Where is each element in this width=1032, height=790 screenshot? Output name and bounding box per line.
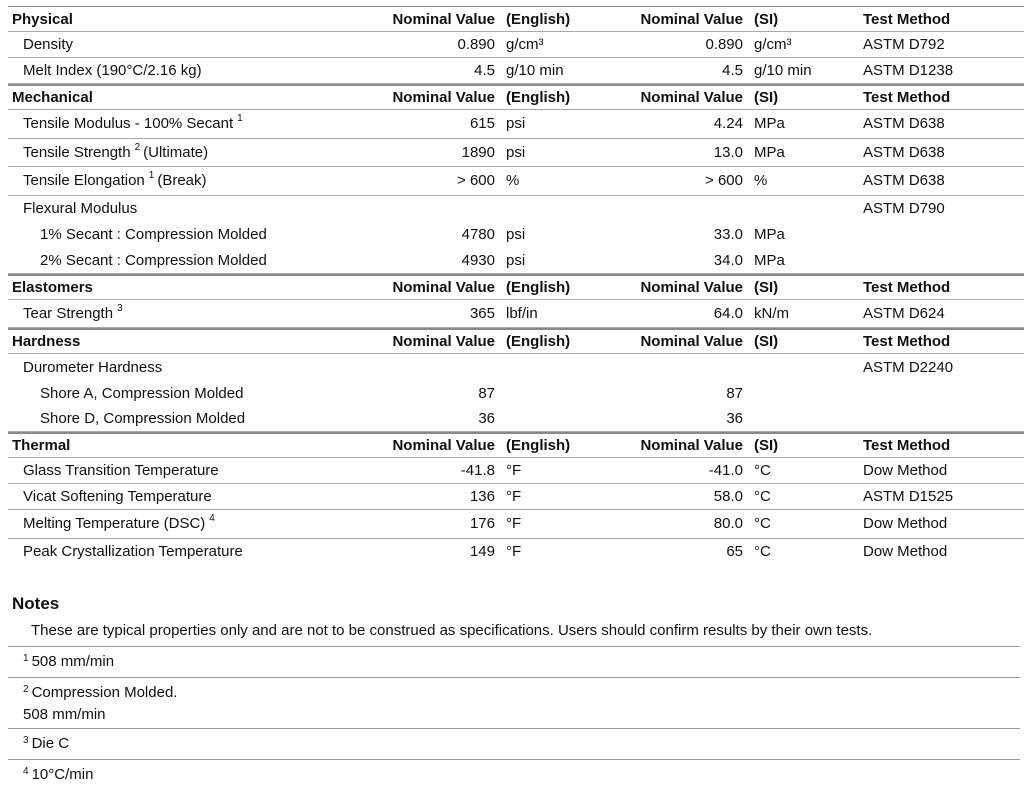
test-method: ASTM D790 (863, 200, 945, 217)
value-english: 4.5 (474, 62, 495, 79)
notes-title: Notes (12, 594, 60, 613)
property-name: Density (23, 36, 74, 53)
property-label (40, 406, 245, 431)
note-item (8, 677, 1020, 728)
unit-si: MPa (754, 143, 785, 161)
property-label (23, 539, 243, 565)
property-name: Flexural Modulus (23, 200, 138, 217)
value-si: 80.0 (713, 515, 743, 533)
property-name: Tensile Modulus - 100% Secant (23, 115, 234, 133)
footnote-ref: 1 (237, 113, 243, 125)
header-nominal-english: Nominal Value (392, 437, 495, 454)
unit-english: psi (506, 115, 526, 133)
unit-si: MPa (754, 251, 785, 269)
property-qualifier: (Ultimate) (143, 143, 209, 161)
test-method: ASTM D638 (863, 172, 945, 190)
header-unit-si: (SI) (754, 278, 779, 296)
note-text: 508 mm/min (23, 706, 106, 723)
unit-si: °C (754, 543, 771, 560)
test-method: Dow Method (863, 543, 948, 560)
unit-si: MPa (754, 115, 785, 133)
value-english: > 600 (457, 172, 495, 190)
header-unit-english: (English) (506, 10, 571, 28)
property-row (8, 406, 1024, 432)
value-english: 87 (478, 384, 495, 402)
property-row (8, 380, 1024, 406)
header-unit-english: (English) (506, 89, 571, 106)
section-header-hardness (8, 328, 1024, 354)
unit-si: °C (754, 462, 771, 479)
property-label (40, 380, 243, 406)
value-english: -41.8 (460, 462, 495, 479)
header-test-method: Test Method (863, 89, 951, 106)
property-row (8, 167, 1024, 196)
note-item (8, 728, 1020, 759)
notes-intro: These are typical properties only and are not to be construed as specifications. Users should confirm results by their own tests. (31, 622, 873, 639)
property-label (23, 32, 73, 57)
property-row (8, 354, 1024, 380)
value-si: 64.0 (713, 304, 743, 322)
value-si: 4.24 (713, 115, 743, 133)
note-item (8, 646, 1020, 677)
header-nominal-english: Nominal Value (392, 10, 495, 28)
note-text: Compression Molded. (31, 684, 178, 701)
note-number: 1 (23, 653, 29, 664)
header-unit-english: (English) (506, 278, 571, 296)
header-test-method: Test Method (863, 333, 951, 350)
property-label (23, 458, 219, 483)
property-label (40, 248, 267, 273)
property-name: Tensile Strength (23, 143, 131, 161)
footnote-ref: 2 (134, 141, 141, 153)
test-method: ASTM D624 (863, 304, 945, 322)
notes-list (8, 646, 1020, 790)
value-si: 65 (726, 543, 743, 560)
unit-si: °C (754, 515, 771, 533)
property-row (8, 196, 1024, 222)
footnote-ref: 3 (117, 302, 123, 314)
unit-english: °F (506, 488, 522, 505)
test-method: ASTM D638 (863, 143, 945, 161)
value-english: 149 (469, 543, 495, 560)
header-nominal-english: Nominal Value (392, 89, 495, 106)
property-name: Peak Crystallization Temperature (23, 543, 243, 560)
section-header-thermal (8, 432, 1024, 458)
value-english: 176 (469, 515, 495, 533)
header-nominal-si: Nominal Value (640, 333, 743, 350)
unit-english: psi (506, 251, 526, 269)
property-row (8, 110, 1024, 139)
header-unit-si: (SI) (754, 10, 779, 28)
header-unit-si: (SI) (754, 89, 779, 106)
header-unit-si: (SI) (754, 333, 779, 350)
header-nominal-si: Nominal Value (640, 278, 743, 296)
header-test-method: Test Method (863, 437, 951, 454)
header-unit-english: (English) (506, 437, 571, 454)
property-row (8, 32, 1024, 58)
unit-english: °F (506, 515, 522, 533)
header-unit-si: (SI) (754, 437, 779, 454)
unit-si: g/cm³ (754, 36, 792, 53)
value-english: 4930 (461, 251, 495, 269)
section-title: Hardness (12, 333, 81, 350)
value-si: 4.5 (722, 62, 743, 79)
section-header-physical (8, 6, 1024, 32)
property-label (23, 196, 137, 222)
property-row (8, 510, 1024, 539)
note-text: 10°C/min (31, 766, 94, 783)
value-english: 1890 (461, 143, 495, 161)
unit-si: kN/m (754, 304, 789, 322)
header-nominal-english: Nominal Value (392, 333, 495, 350)
note-number: 2 (23, 684, 29, 695)
property-name: Glass Transition Temperature (23, 462, 219, 479)
value-si: -41.0 (708, 462, 743, 479)
value-si: 87 (726, 384, 743, 402)
property-label (23, 139, 208, 167)
header-test-method: Test Method (863, 278, 951, 296)
header-nominal-si: Nominal Value (640, 89, 743, 106)
property-name: Tear Strength (23, 304, 114, 322)
section-title: Elastomers (12, 278, 93, 296)
header-nominal-english: Nominal Value (392, 278, 495, 296)
header-nominal-si: Nominal Value (640, 437, 743, 454)
unit-english: % (506, 172, 520, 190)
test-method: ASTM D1525 (863, 488, 954, 505)
footnote-ref: 4 (209, 513, 215, 525)
header-unit-english: (English) (506, 333, 571, 350)
value-english: 615 (469, 115, 495, 133)
value-si: 13.0 (713, 143, 743, 161)
test-method: ASTM D792 (863, 36, 945, 53)
note-text: 508 mm/min (31, 653, 115, 670)
unit-english: g/cm³ (506, 36, 544, 53)
value-english: 0.890 (457, 36, 495, 53)
property-label (23, 510, 218, 538)
test-method: Dow Method (863, 515, 948, 533)
unit-si: °C (754, 488, 771, 505)
note-number: 4 (23, 766, 29, 777)
unit-si: % (754, 172, 768, 190)
property-name: Melting Temperature (DSC) (23, 515, 206, 533)
property-row (8, 458, 1024, 484)
property-name: 1% Secant : Compression Molded (40, 226, 267, 243)
header-nominal-si: Nominal Value (640, 10, 743, 28)
property-label (23, 58, 202, 83)
footnote-ref: 1 (148, 170, 155, 182)
property-row (8, 300, 1024, 329)
property-label (40, 222, 267, 248)
value-si: 36 (726, 410, 743, 427)
property-label (23, 167, 207, 195)
property-qualifier: (Break) (157, 172, 207, 190)
unit-english: psi (506, 226, 526, 243)
section-title: Thermal (12, 437, 71, 454)
property-name: Shore A, Compression Molded (40, 384, 244, 402)
test-method: Dow Method (863, 462, 948, 479)
section-header-mechanical (8, 84, 1024, 110)
value-si: 33.0 (713, 226, 743, 243)
property-row (8, 248, 1024, 274)
section-title: Mechanical (12, 89, 93, 106)
unit-si: MPa (754, 226, 785, 243)
value-si: > 600 (705, 172, 743, 190)
unit-english: psi (506, 143, 526, 161)
property-label (23, 300, 126, 328)
value-english: 365 (469, 304, 495, 322)
note-number: 3 (23, 735, 29, 746)
property-row (8, 484, 1024, 510)
unit-english: g/10 min (506, 62, 564, 79)
value-english: 36 (478, 410, 495, 427)
section-header-elastomers (8, 274, 1024, 300)
value-si: 58.0 (713, 488, 743, 505)
test-method: ASTM D638 (863, 115, 945, 133)
property-name: Melt Index (190°C/2.16 kg) (23, 62, 202, 79)
section-title: Physical (12, 10, 73, 28)
test-method: ASTM D2240 (863, 358, 954, 376)
note-item (8, 759, 1020, 790)
property-name: Vicat Softening Temperature (23, 488, 212, 505)
test-method: ASTM D1238 (863, 62, 954, 79)
value-english: 4780 (461, 226, 495, 243)
property-row (8, 58, 1024, 84)
property-name: 2% Secant : Compression Molded (40, 251, 267, 269)
property-label (23, 484, 212, 509)
property-label (23, 354, 162, 380)
unit-english: °F (506, 543, 522, 560)
unit-english: °F (506, 462, 522, 479)
property-name: Tensile Elongation (23, 172, 145, 190)
property-row (8, 539, 1024, 565)
note-text: Die C (31, 735, 70, 752)
property-row (8, 139, 1024, 168)
unit-si: g/10 min (754, 62, 812, 79)
property-name: Shore D, Compression Molded (40, 410, 246, 427)
header-test-method: Test Method (863, 10, 951, 28)
property-label (23, 110, 246, 138)
value-si: 0.890 (705, 36, 743, 53)
unit-english: lbf/in (506, 304, 538, 322)
properties-table (8, 6, 1024, 565)
property-row (8, 222, 1024, 248)
value-si: 34.0 (713, 251, 743, 269)
value-english: 136 (469, 488, 495, 505)
property-name: Durometer Hardness (23, 358, 163, 376)
